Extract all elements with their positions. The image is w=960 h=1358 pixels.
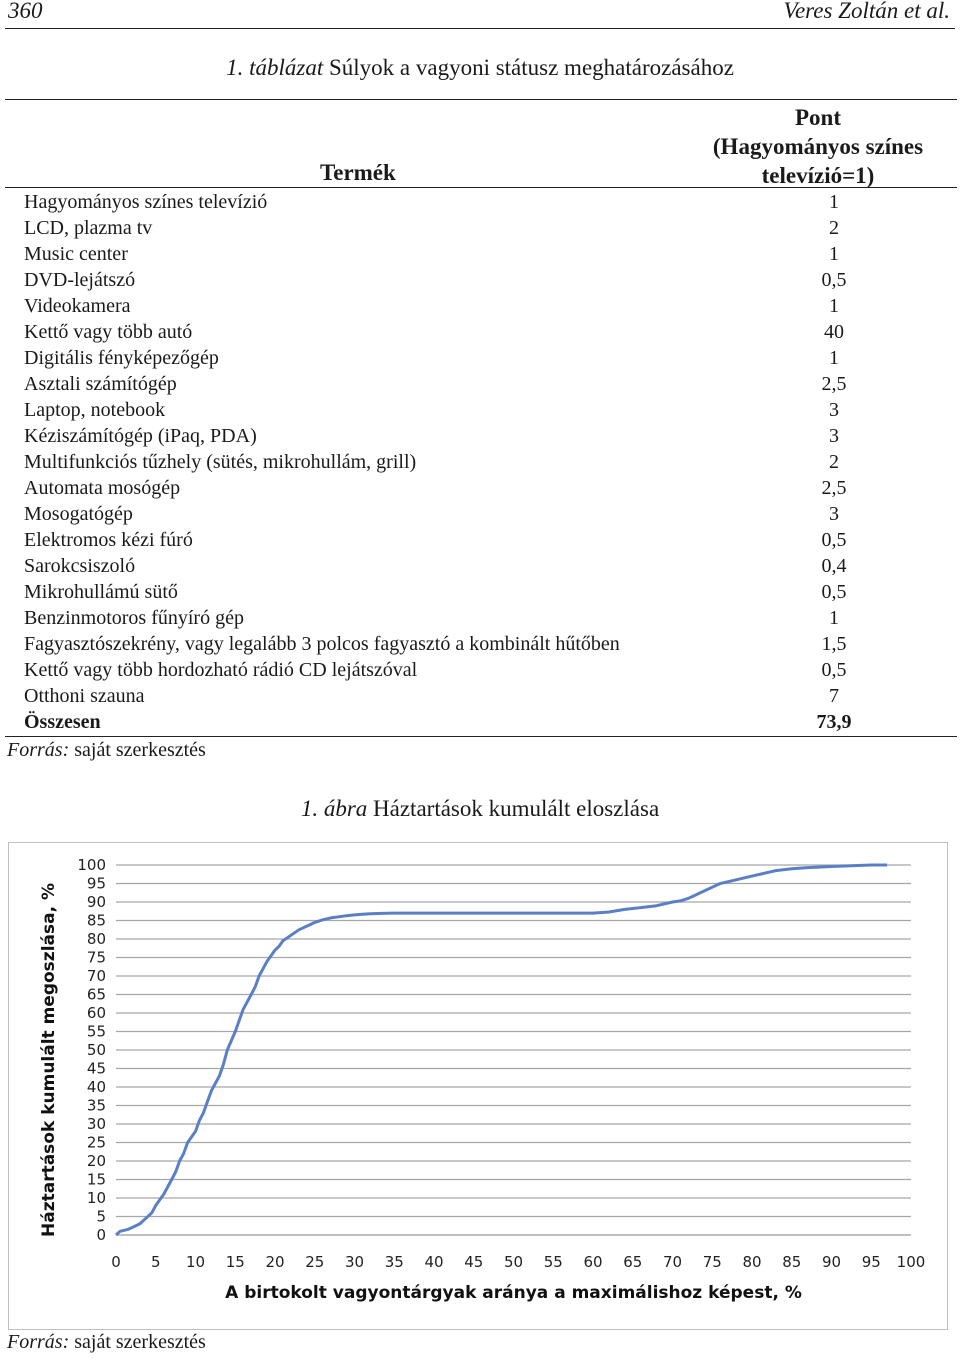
figure-caption — [0, 796, 960, 822]
table-caption — [0, 55, 960, 81]
points-value: 2,5 — [821, 477, 847, 499]
x-axis-title: A birtokolt vagyontárgyak aránya a maximálishoz képest, % — [225, 1283, 802, 1303]
product-label: Videokamera — [24, 295, 131, 317]
points-value: 0,5 — [821, 581, 847, 603]
table-row — [24, 242, 884, 268]
y-tick-label: 20 — [86, 1152, 106, 1170]
x-tick-label: 50 — [503, 1253, 524, 1271]
table-row — [24, 476, 884, 502]
points-value: 1 — [829, 243, 839, 265]
points-value: 3 — [829, 425, 839, 447]
figure-source-note — [7, 1331, 206, 1354]
column-header-product: Termék — [320, 160, 396, 185]
x-tick-label: 30 — [344, 1253, 365, 1271]
product-label: Kéziszámítógép (iPaq, PDA) — [24, 425, 257, 447]
y-tick-label: 25 — [86, 1133, 106, 1152]
x-tick-label: 60 — [583, 1253, 603, 1271]
y-tick-label: 95 — [86, 874, 106, 893]
points-value: 1 — [829, 191, 839, 213]
product-label: Otthoni szauna — [24, 685, 145, 707]
y-tick-label: 10 — [86, 1189, 106, 1207]
table-total-row — [24, 710, 884, 736]
points-value: 2 — [829, 217, 839, 239]
y-tick-label: 85 — [86, 911, 106, 930]
table-row — [24, 216, 884, 242]
product-label: Automata mosógép — [24, 477, 181, 499]
y-tick-label: 65 — [86, 985, 106, 1004]
table-row — [24, 294, 884, 320]
x-tick-label: 0 — [111, 1253, 121, 1271]
x-tick-label: 95 — [861, 1253, 881, 1271]
table-row — [24, 398, 884, 424]
page-number: 360 — [8, 0, 43, 23]
y-tick-label: 0 — [96, 1226, 106, 1244]
product-label: Asztali számítógép — [24, 373, 177, 395]
y-tick-label: 100 — [77, 856, 106, 874]
table-row — [24, 580, 884, 606]
figure-source-label: Forrás: — [7, 1331, 70, 1353]
table-source-note — [7, 739, 206, 762]
table-body — [24, 190, 884, 736]
product-label: Laptop, notebook — [24, 399, 166, 421]
page-header — [0, 0, 960, 30]
header-rule — [5, 28, 955, 29]
table-row — [24, 450, 884, 476]
product-label: Mosogatógép — [24, 503, 133, 525]
table-row — [24, 268, 884, 294]
table-row — [24, 502, 884, 528]
product-label: Hagyományos színes televízió — [24, 191, 268, 213]
points-value: 3 — [829, 399, 839, 421]
y-tick-label: 90 — [86, 893, 106, 911]
product-label: Benzinmotoros fűnyíró gép — [24, 607, 244, 629]
y-tick-label: 55 — [86, 1022, 106, 1041]
product-label: Digitális fényképezőgép — [24, 347, 219, 369]
table-header-rule — [5, 187, 957, 188]
x-tick-label: 100 — [896, 1253, 926, 1271]
table-caption-text: Súlyok a vagyoni státusz meghatározásához — [328, 55, 734, 80]
product-label: DVD-lejátszó — [24, 269, 136, 291]
points-value: 2 — [829, 451, 839, 473]
x-tick-label: 70 — [662, 1253, 683, 1271]
product-label: LCD, plazma tv — [24, 217, 153, 239]
x-tick-label: 90 — [821, 1253, 842, 1271]
table-row — [24, 528, 884, 554]
table-row — [24, 554, 884, 580]
table-source-label: Forrás: — [7, 739, 70, 761]
column-header-points — [688, 103, 948, 190]
product-label: Mikrohullámú sütő — [24, 581, 178, 603]
column-header-points-line3: televízió=1) — [761, 163, 875, 188]
product-label: Sarokcsiszoló — [24, 555, 136, 577]
x-tick-label: 5 — [150, 1253, 161, 1271]
table-row — [24, 632, 884, 658]
table-row — [24, 320, 884, 346]
x-tick-label: 35 — [384, 1253, 404, 1271]
figure-caption-text: Háztartások kumulált eloszlása — [373, 796, 660, 821]
y-tick-label: 45 — [86, 1059, 106, 1078]
product-label: Elektromos kézi fúró — [24, 529, 193, 551]
x-tick-label: 45 — [464, 1253, 484, 1271]
product-label: Kettő vagy több hordozható rádió CD lejátszóval — [24, 659, 418, 681]
points-value: 0,5 — [821, 529, 847, 551]
points-value: 0,5 — [821, 659, 847, 681]
product-label: Music center — [24, 243, 128, 265]
table-row — [24, 346, 884, 372]
table-row — [24, 372, 884, 398]
y-tick-label: 5 — [96, 1207, 106, 1226]
points-value: 2,5 — [821, 373, 847, 395]
y-tick-label: 75 — [86, 948, 106, 967]
y-tick-label: 60 — [86, 1004, 106, 1022]
points-value: 3 — [829, 503, 839, 525]
column-header-points-line1: Pont — [795, 105, 841, 130]
product-label: Fagyasztószekrény, vagy legalább 3 polcos fagyasztó a kombinált hűtőben — [24, 633, 620, 655]
y-tick-label: 40 — [86, 1078, 106, 1096]
table-row — [24, 606, 884, 632]
y-tick-label: 50 — [86, 1041, 106, 1059]
table-row — [24, 658, 884, 684]
points-value: 1 — [829, 347, 839, 369]
table-caption-prefix: 1. táblázat — [226, 55, 324, 80]
y-tick-label: 35 — [86, 1096, 106, 1115]
table-source-text: saját szerkesztés — [74, 739, 206, 761]
cumulative-distribution-chart — [9, 843, 947, 1329]
total-label: Összesen — [24, 711, 101, 733]
table-row — [24, 684, 884, 710]
points-value: 7 — [829, 685, 839, 707]
points-value: 1,5 — [821, 633, 847, 655]
points-value: 0,4 — [821, 555, 847, 577]
y-axis-title: Háztartások kumulált megoszlása, % — [39, 883, 59, 1237]
figure-source-text: saját szerkesztés — [74, 1331, 206, 1353]
x-tick-label: 80 — [742, 1253, 762, 1271]
points-value: 0,5 — [821, 269, 847, 291]
x-tick-label: 40 — [424, 1253, 444, 1271]
x-tick-label: 25 — [305, 1253, 325, 1271]
x-tick-label: 85 — [782, 1253, 802, 1271]
x-tick-label: 10 — [185, 1253, 206, 1271]
product-label: Kettő vagy több autó — [24, 321, 193, 343]
x-tick-label: 65 — [623, 1253, 643, 1271]
x-tick-label: 15 — [225, 1253, 245, 1271]
x-tick-label: 75 — [702, 1253, 722, 1271]
chart-frame — [8, 842, 948, 1330]
column-header-points-line2: (Hagyományos színes — [712, 134, 924, 159]
x-tick-label: 55 — [543, 1253, 563, 1271]
product-label: Multifunkciós tűzhely (sütés, mikrohullám, grill) — [24, 451, 417, 473]
x-tick-label: 20 — [265, 1253, 285, 1271]
table-bottom-rule — [5, 736, 957, 737]
y-tick-label: 15 — [86, 1170, 106, 1189]
y-tick-label: 70 — [86, 967, 106, 985]
running-authors: Veres Zoltán et al. — [783, 0, 950, 23]
points-value: 1 — [829, 607, 839, 629]
figure-caption-prefix: 1. ábra — [300, 796, 368, 821]
points-value: 1 — [829, 295, 839, 317]
table-row — [24, 424, 884, 450]
points-value: 40 — [824, 321, 844, 343]
table-top-rule — [5, 99, 957, 100]
total-value: 73,9 — [816, 711, 852, 733]
y-tick-label: 80 — [86, 930, 106, 948]
table-row — [24, 190, 884, 216]
y-tick-label: 30 — [86, 1115, 106, 1133]
